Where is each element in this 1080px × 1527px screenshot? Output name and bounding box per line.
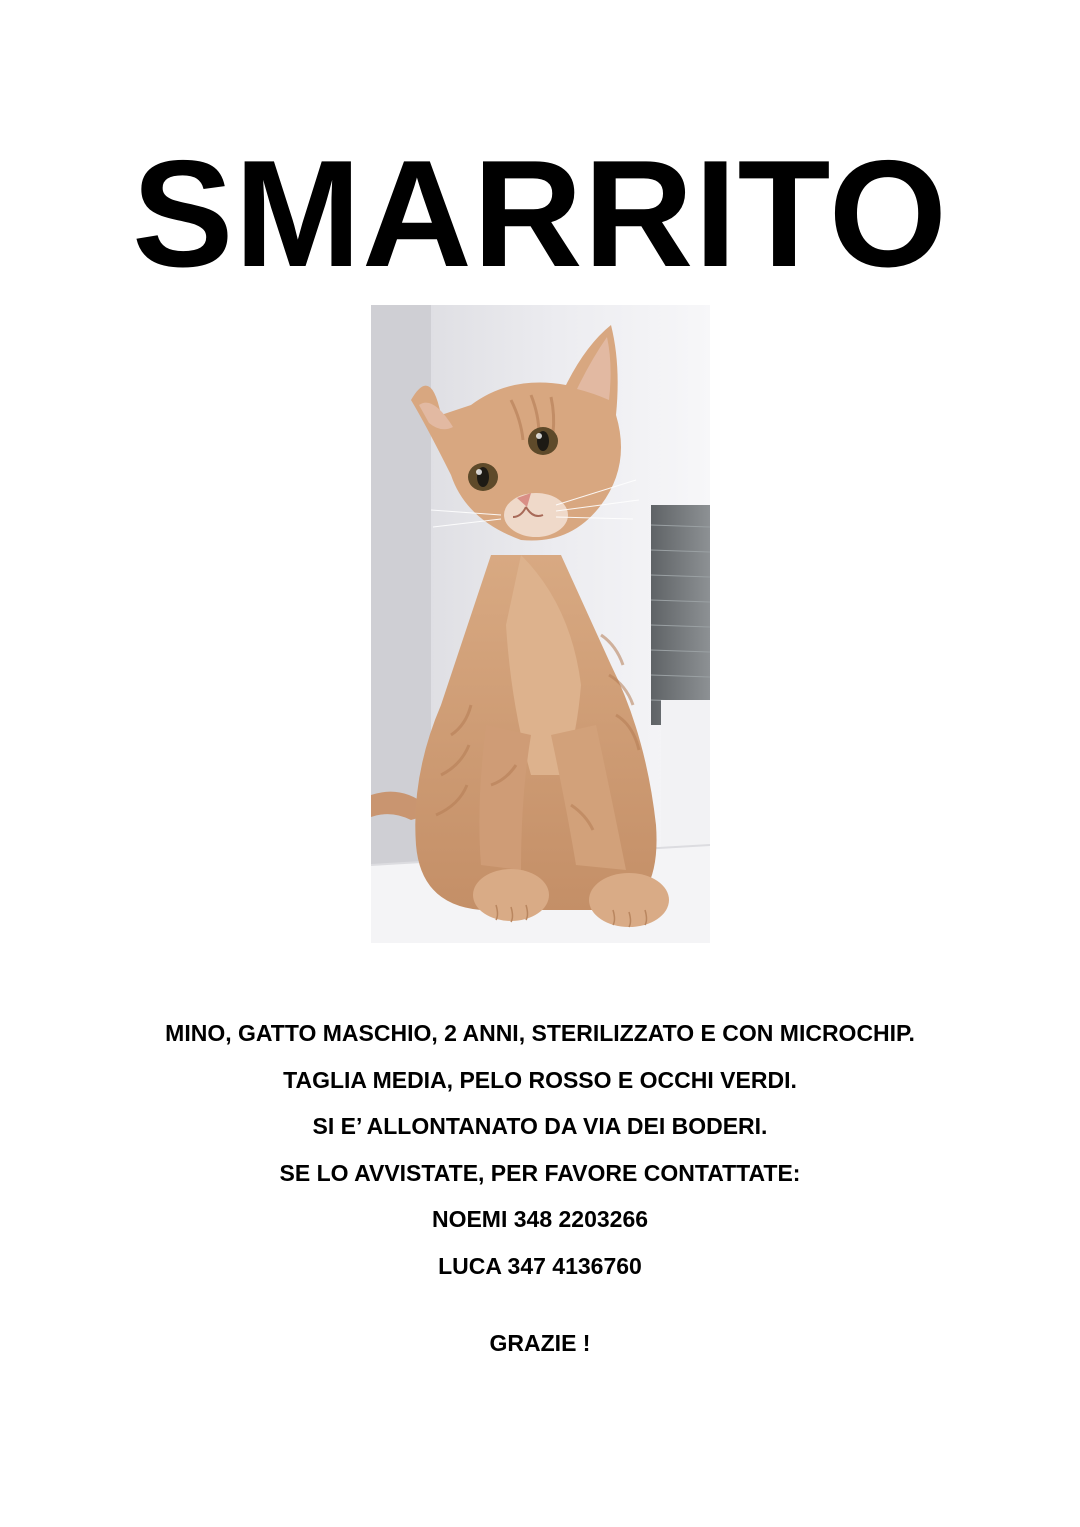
cat-photo <box>371 305 710 943</box>
contact-luca: LUCA 347 4136760 <box>438 1252 642 1279</box>
description-line-contact-request: SE LO AVVISTATE, PER FAVORE CONTATTATE: <box>279 1159 801 1186</box>
description-line-appearance: TAGLIA MEDIA, PELO ROSSO E OCCHI VERDI. <box>283 1066 797 1093</box>
thanks-text: GRAZIE ! <box>489 1330 591 1356</box>
description-line-name: MINO, GATTO MASCHIO, 2 ANNI, STERILIZZATO E CON MICROCHIP. <box>165 1020 915 1046</box>
contact-noemi: NOEMI 348 2203266 <box>431 1206 649 1232</box>
poster-title: SMARRITO <box>132 129 948 299</box>
cat-photo-illustration <box>371 305 710 943</box>
cat-description <box>0 1010 1080 1289</box>
description-line-location: SI E’ ALLONTANATO DA VIA DEI BODERI. <box>312 1113 768 1139</box>
